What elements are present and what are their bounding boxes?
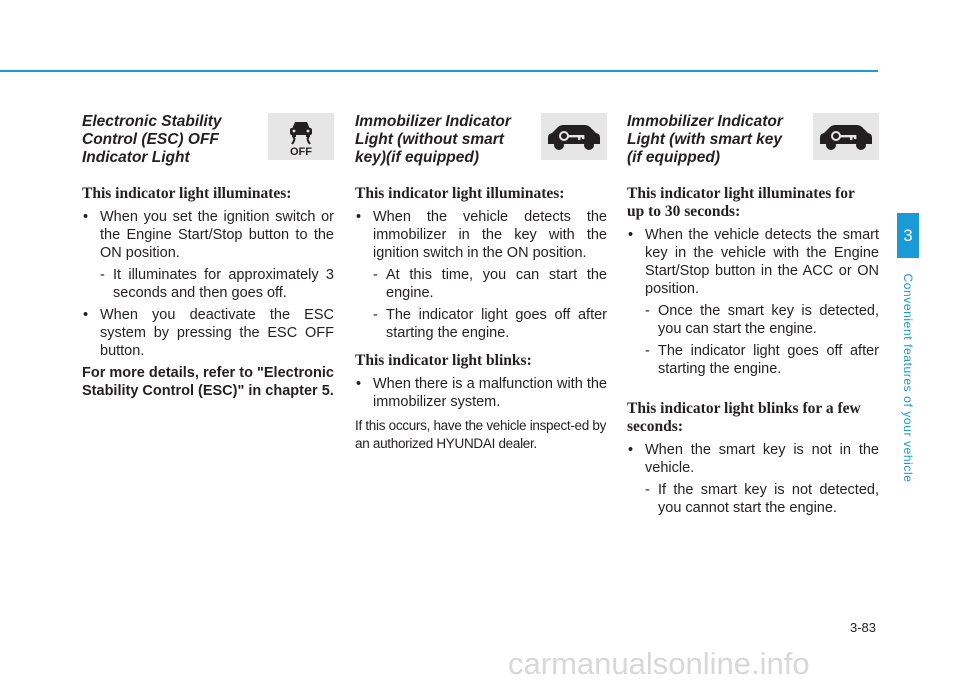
esc-off-title: Electronic Stability Control (ESC) OFF Indicator Light: [82, 113, 222, 166]
immobilizer-subhead-blinks: This indicator light blinks:: [355, 352, 532, 369]
list-item: • When the vehicle detects the smart key in the vehicle with the Engine Start/Stop button in the ACC or ON position.: [628, 227, 879, 297]
esc-reference: For more details, refer to "Electronic Stability Control (ESC)" in chapter 5.: [82, 365, 334, 399]
list-subitem: - The indicator light goes off after starting the engine.: [373, 307, 607, 341]
car-skid-icon: [281, 117, 321, 157]
list-item: • When you set the ignition switch or the Engine Start/Stop button to the ON position.: [83, 209, 334, 261]
list-item: • When you deactivate the ESC system by pressing the ESC OFF button.: [83, 307, 334, 359]
list-subitem: - Once the smart key is detected, you can start the engine.: [645, 303, 879, 337]
watermark: carmanualsonline.info: [508, 646, 810, 681]
list-item: • When the vehicle detects the immobilizer in the key with the ignition switch in the ON position.: [356, 209, 607, 261]
header-rule: [0, 70, 878, 72]
dealer-note: If this occurs, have the vehicle inspect-ed by an authorized HYUNDAI dealer.: [355, 418, 607, 451]
list-subitem: - If the smart key is not detected, you cannot start the engine.: [645, 482, 879, 516]
smartkey-subhead-illuminates: This indicator light illuminates for up to 30 seconds:: [627, 185, 855, 220]
list-subitem: - It illuminates for approximately 3 seconds and then goes off.: [100, 267, 334, 301]
list-subitem: - At this time, you can start the engine.: [373, 267, 607, 301]
smartkey-indicator-icon: [813, 113, 879, 160]
immobilizer-indicator-icon: [541, 113, 607, 160]
smartkey-section: [627, 113, 879, 521]
chapter-tab: 3: [897, 213, 919, 258]
list-item: • When the smart key is not in the vehicle.: [628, 442, 879, 476]
immobilizer-title: Immobilizer Indicator Light (without smart key)(if equipped): [355, 113, 511, 166]
smartkey-subhead-blinks: This indicator light blinks for a few seconds:: [627, 400, 861, 435]
immobilizer-subhead-illuminates: This indicator light illuminates:: [355, 185, 565, 202]
off-label: OFF: [290, 145, 312, 157]
car-key-icon: [816, 122, 876, 152]
car-key-icon: [544, 122, 604, 152]
esc-subhead: This indicator light illuminates:: [82, 185, 292, 202]
immobilizer-section: [355, 113, 607, 453]
esc-off-indicator-icon: [268, 113, 334, 160]
smartkey-title: Immobilizer Indicator Light (with smart key (if equipped): [627, 113, 783, 166]
list-subitem: - The indicator light goes off after starting the engine.: [645, 343, 879, 377]
page-number: 3-83: [849, 620, 876, 635]
list-item: • When there is a malfunction with the immobilizer system.: [356, 376, 607, 410]
esc-off-section: [82, 113, 334, 400]
